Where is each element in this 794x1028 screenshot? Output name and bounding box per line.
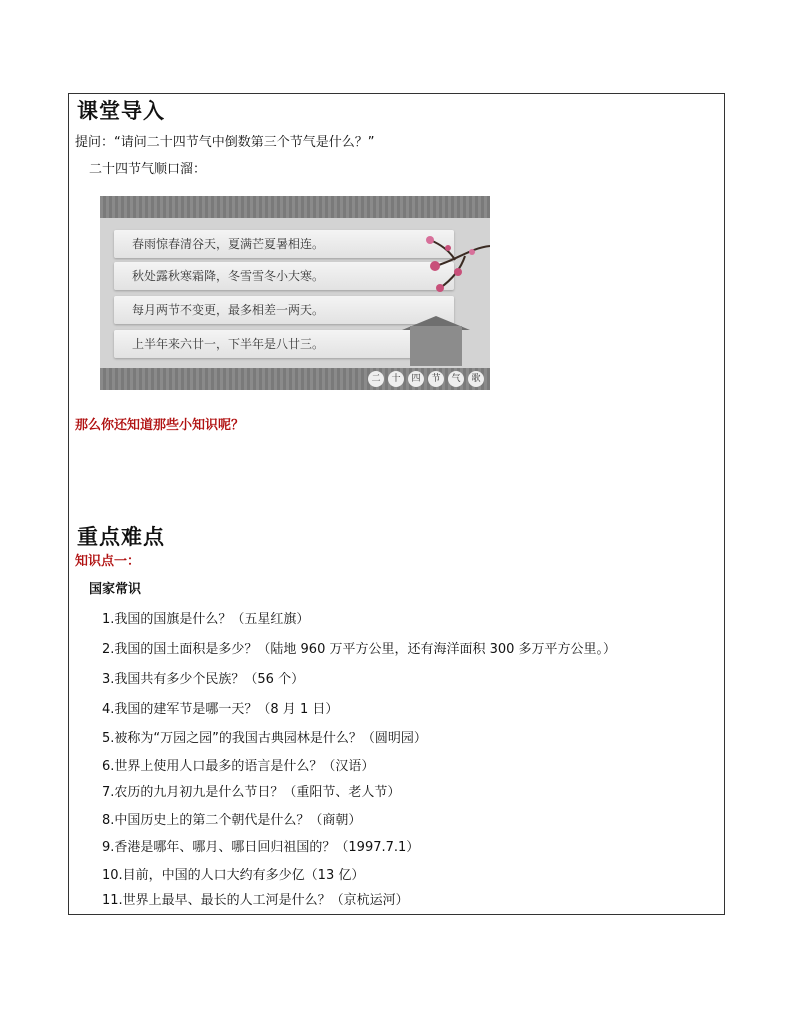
poem-top-band: [100, 196, 490, 218]
poem-chip: 十: [388, 371, 404, 387]
poem-line: 上半年来六廿一，下半年是八廿三。: [114, 330, 454, 358]
poem-chip: 节: [428, 371, 444, 387]
poem-chip: 歌: [468, 371, 484, 387]
solar-terms-poem-image: [100, 196, 490, 390]
poem-chip: 气: [448, 371, 464, 387]
followup-question: 那么你还知道那些小知识呢？: [75, 418, 245, 433]
list-item: 10.目前，中国的人口大约有多少亿（13 亿）: [102, 868, 365, 883]
poem-line: 每月两节不变更，最多相差一两天。: [114, 296, 454, 324]
list-item: 5.被称为“万园之园”的我国古典园林是什么？（圆明园）: [102, 731, 427, 746]
topic-title: 国家常识: [89, 582, 142, 597]
list-item: 8.中国历史上的第二个朝代是什么？（商朝）: [102, 813, 362, 828]
intro-question: 提问：“请问二十四节气中倒数第三个节气是什么？”: [75, 135, 375, 150]
poem-chip: 四: [408, 371, 424, 387]
plum-blossom-icon: [410, 226, 490, 296]
poem-line: 春雨惊春清谷天，夏满芒夏暑相连。: [114, 230, 454, 258]
section-heading-intro: 课堂导入: [77, 98, 165, 123]
list-item: 7.农历的九月初九是什么节日？（重阳节、老人节）: [102, 785, 401, 800]
poem-title-chips: [368, 371, 484, 387]
list-item: 6.世界上使用人口最多的语言是什么？（汉语）: [102, 759, 375, 774]
list-item: 2.我国的国土面积是多少？（陆地 960 万平方公里，还有海洋面积 300 多万平方公里。）: [102, 642, 617, 657]
knowledge-point-label: 知识点一：: [75, 554, 141, 569]
list-item: 11.世界上最早、最长的人工河是什么？（京杭运河）: [102, 893, 409, 908]
list-item: 3.我国共有多少个民族？（56 个）: [102, 672, 305, 687]
section-heading-key-points: 重点难点: [77, 524, 165, 549]
list-item: 9.香港是哪年、哪月、哪日回归祖国的？（1997.7.1）: [102, 840, 420, 855]
pavilion-icon: [410, 326, 462, 366]
list-item: 4.我国的建军节是哪一天？（8 月 1 日）: [102, 702, 339, 717]
poem-chip: 二: [368, 371, 384, 387]
rhyme-intro: 二十四节气顺口溜：: [89, 162, 207, 177]
list-item: 1.我国的国旗是什么？（五星红旗）: [102, 612, 310, 627]
lesson-frame: [68, 93, 725, 915]
poem-line: 秋处露秋寒霜降，冬雪雪冬小大寒。: [114, 262, 454, 290]
